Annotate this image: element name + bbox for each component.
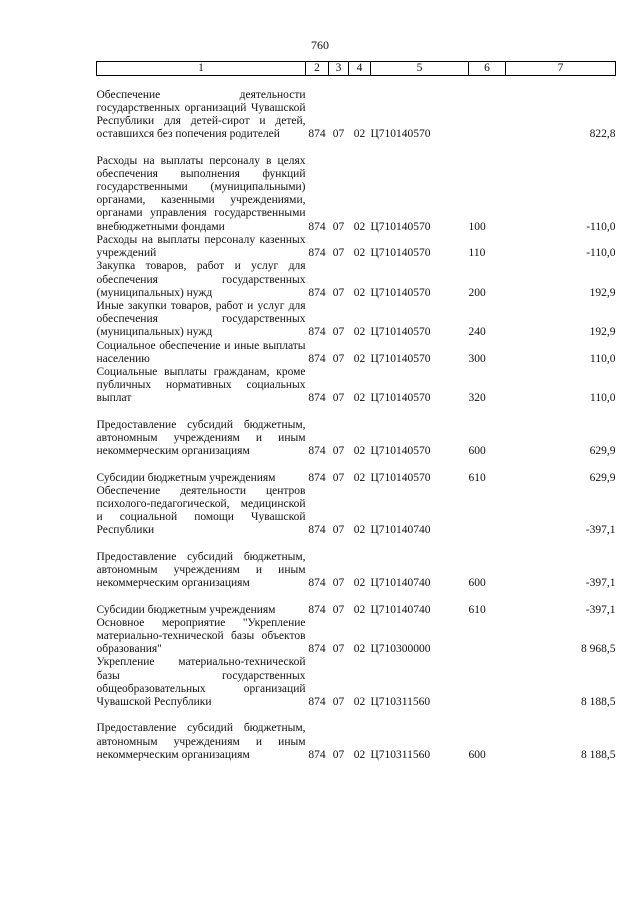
row-name: Социальное обеспечение и иные выплаты населению <box>96 339 306 365</box>
row-name: Предоставление субсидий бюджетным, автономным учреждениям и иным некоммерческим организациям <box>96 550 306 590</box>
row-name: Закупка товаров, работ и услуг для обеспечения государственных (муниципальных) нужд <box>96 260 306 299</box>
table-row <box>97 709 616 762</box>
table-row <box>97 458 616 484</box>
row-target-article: Ц710140570 <box>370 352 431 365</box>
row-expense-type: 100 <box>468 220 486 233</box>
row-subsection-code: 02 <box>353 392 366 405</box>
row-chapter-code: 874 <box>308 695 326 708</box>
row-subsection-code: 02 <box>353 220 366 233</box>
row-chapter-code: 874 <box>308 445 326 458</box>
table-row <box>97 590 616 616</box>
row-chapter-code: 874 <box>308 392 326 405</box>
row-section-code: 07 <box>332 524 345 537</box>
row-expense-type <box>469 76 506 142</box>
row-section-code: 07 <box>332 220 345 233</box>
row-expense-type: 610 <box>468 471 486 484</box>
row-expense-type <box>469 617 506 657</box>
table-row <box>97 260 616 300</box>
row-subsection-code: 02 <box>353 577 366 590</box>
row-section-code: 07 <box>332 643 345 656</box>
row-section-code: 07 <box>332 352 345 365</box>
row-target-article: Ц710140570 <box>370 220 431 233</box>
row-amount: 822,8 <box>589 128 616 141</box>
row-section-code: 07 <box>332 695 345 708</box>
table-row <box>97 406 616 459</box>
row-chapter-code: 874 <box>308 577 326 590</box>
row-expense-type <box>469 656 506 709</box>
table-row <box>97 366 616 406</box>
row-amount: 8 188,5 <box>581 748 616 761</box>
table-row <box>97 300 616 340</box>
column-header-7: 7 <box>506 62 616 76</box>
header-row <box>97 62 616 76</box>
row-name: Субсидии бюджетным учреждениям <box>96 471 276 484</box>
row-name: Расходы на выплаты персоналу в целях обеспечения выполнения функций государственными (муниципальными) органами, казенными учреждениями, органами управления государственными внебюджетными фондами <box>96 154 306 233</box>
table-row <box>97 234 616 260</box>
table-row <box>97 76 616 142</box>
row-chapter-code: 874 <box>308 220 326 233</box>
row-target-article: Ц710140570 <box>370 392 431 405</box>
row-name: Обеспечение деятельности центров психолого-педагогической, медицинской и социальной помощи Чувашской Республики <box>96 484 306 537</box>
table-row <box>97 142 616 234</box>
column-header-5: 5 <box>371 62 469 76</box>
row-section-code: 07 <box>332 471 345 484</box>
row-target-article: Ц710311560 <box>370 748 431 761</box>
row-amount: 629,9 <box>589 445 616 458</box>
row-name: Расходы на выплаты персоналу казенных учреждений <box>96 233 306 260</box>
row-amount: 8 188,5 <box>581 695 616 708</box>
row-chapter-code: 874 <box>308 603 326 616</box>
table-row <box>97 538 616 591</box>
row-expense-type: 610 <box>468 603 486 616</box>
row-subsection-code: 02 <box>353 524 366 537</box>
row-chapter-code: 874 <box>308 524 326 537</box>
page-number: 760 <box>311 38 329 52</box>
row-subsection-code: 02 <box>353 352 366 365</box>
column-header-4: 4 <box>349 62 371 76</box>
row-name: Обеспечение деятельности государственных организаций Чувашской Республики для детей-сирот и детей, оставшихся без попечения родителей <box>96 88 306 141</box>
row-name: Предоставление субсидий бюджетным, автономным учреждениям и иным некоммерческим организациям <box>96 722 306 761</box>
row-subsection-code: 02 <box>353 643 366 656</box>
row-subsection-code: 02 <box>353 445 366 458</box>
row-target-article: Ц710140740 <box>370 577 431 590</box>
table-row <box>97 340 616 366</box>
row-chapter-code: 874 <box>308 643 326 656</box>
row-target-article: Ц710140740 <box>370 524 431 537</box>
table-row <box>97 656 616 709</box>
row-chapter-code: 874 <box>308 748 326 761</box>
row-expense-type <box>469 485 506 538</box>
row-name: Субсидии бюджетным учреждениям <box>96 603 276 616</box>
row-section-code: 07 <box>332 392 345 405</box>
row-section-code: 07 <box>332 748 345 761</box>
row-section-code: 07 <box>332 286 345 299</box>
budget-table <box>96 61 616 762</box>
row-section-code: 07 <box>332 247 345 260</box>
row-name: Иные закупки товаров, работ и услуг для обеспечения государственных (муниципальных) нужд <box>96 299 306 339</box>
row-name: Предоставление субсидий бюджетным, автономным учреждениям и иным некоммерческим организациям <box>96 418 306 458</box>
row-expense-type: 300 <box>468 352 486 365</box>
row-section-code: 07 <box>332 128 345 141</box>
row-target-article: Ц710140570 <box>370 445 431 458</box>
column-header-1: 1 <box>97 62 306 76</box>
row-expense-type: 200 <box>468 286 486 299</box>
row-expense-type: 600 <box>468 748 486 761</box>
row-subsection-code: 02 <box>353 247 366 260</box>
row-expense-type: 600 <box>468 577 486 590</box>
row-chapter-code: 874 <box>308 326 326 339</box>
row-amount: -110,0 <box>586 247 616 260</box>
row-name: Укрепление материально-технической базы государственных общеобразовательных организаций Чувашской Республики <box>96 656 306 708</box>
table-row <box>97 617 616 657</box>
row-target-article: Ц710140570 <box>370 326 431 339</box>
row-target-article: Ц710140570 <box>370 247 431 260</box>
row-amount: 110,0 <box>590 352 616 365</box>
row-expense-type: 110 <box>468 247 486 260</box>
row-amount: 192,9 <box>589 326 616 339</box>
column-header-6: 6 <box>469 62 506 76</box>
row-amount: 192,9 <box>589 286 616 299</box>
row-expense-type: 240 <box>468 326 486 339</box>
row-amount: 629,9 <box>589 471 616 484</box>
column-header-2: 2 <box>306 62 329 76</box>
row-amount: -397,1 <box>585 603 616 616</box>
row-target-article: Ц710140570 <box>370 128 431 141</box>
row-section-code: 07 <box>332 577 345 590</box>
row-section-code: 07 <box>332 603 345 616</box>
row-target-article: Ц710140570 <box>370 471 431 484</box>
row-section-code: 07 <box>332 326 345 339</box>
row-chapter-code: 874 <box>308 352 326 365</box>
row-chapter-code: 874 <box>308 471 326 484</box>
column-header-3: 3 <box>329 62 349 76</box>
table-row <box>97 485 616 538</box>
row-name: Социальные выплаты гражданам, кроме публичных нормативных социальных выплат <box>96 365 306 405</box>
row-target-article: Ц710140740 <box>370 603 431 616</box>
row-target-article: Ц710300000 <box>370 643 431 656</box>
row-subsection-code: 02 <box>353 695 366 708</box>
row-expense-type: 600 <box>468 445 486 458</box>
row-target-article: Ц710140570 <box>370 286 431 299</box>
row-subsection-code: 02 <box>353 326 366 339</box>
row-amount: -397,1 <box>585 524 616 537</box>
row-name: Основное мероприятие "Укрепление материально-технической базы объектов образования" <box>96 616 306 656</box>
row-amount: -397,1 <box>585 577 616 590</box>
row-amount: -110,0 <box>586 220 616 233</box>
row-amount: 8 968,5 <box>581 643 616 656</box>
row-chapter-code: 874 <box>308 128 326 141</box>
row-expense-type: 320 <box>468 392 486 405</box>
row-chapter-code: 874 <box>308 286 326 299</box>
row-subsection-code: 02 <box>353 128 366 141</box>
row-subsection-code: 02 <box>353 286 366 299</box>
row-target-article: Ц710311560 <box>370 695 431 708</box>
row-chapter-code: 874 <box>308 247 326 260</box>
row-subsection-code: 02 <box>353 748 366 761</box>
row-section-code: 07 <box>332 445 345 458</box>
row-amount: 110,0 <box>590 392 616 405</box>
row-subsection-code: 02 <box>353 471 366 484</box>
row-subsection-code: 02 <box>353 603 366 616</box>
